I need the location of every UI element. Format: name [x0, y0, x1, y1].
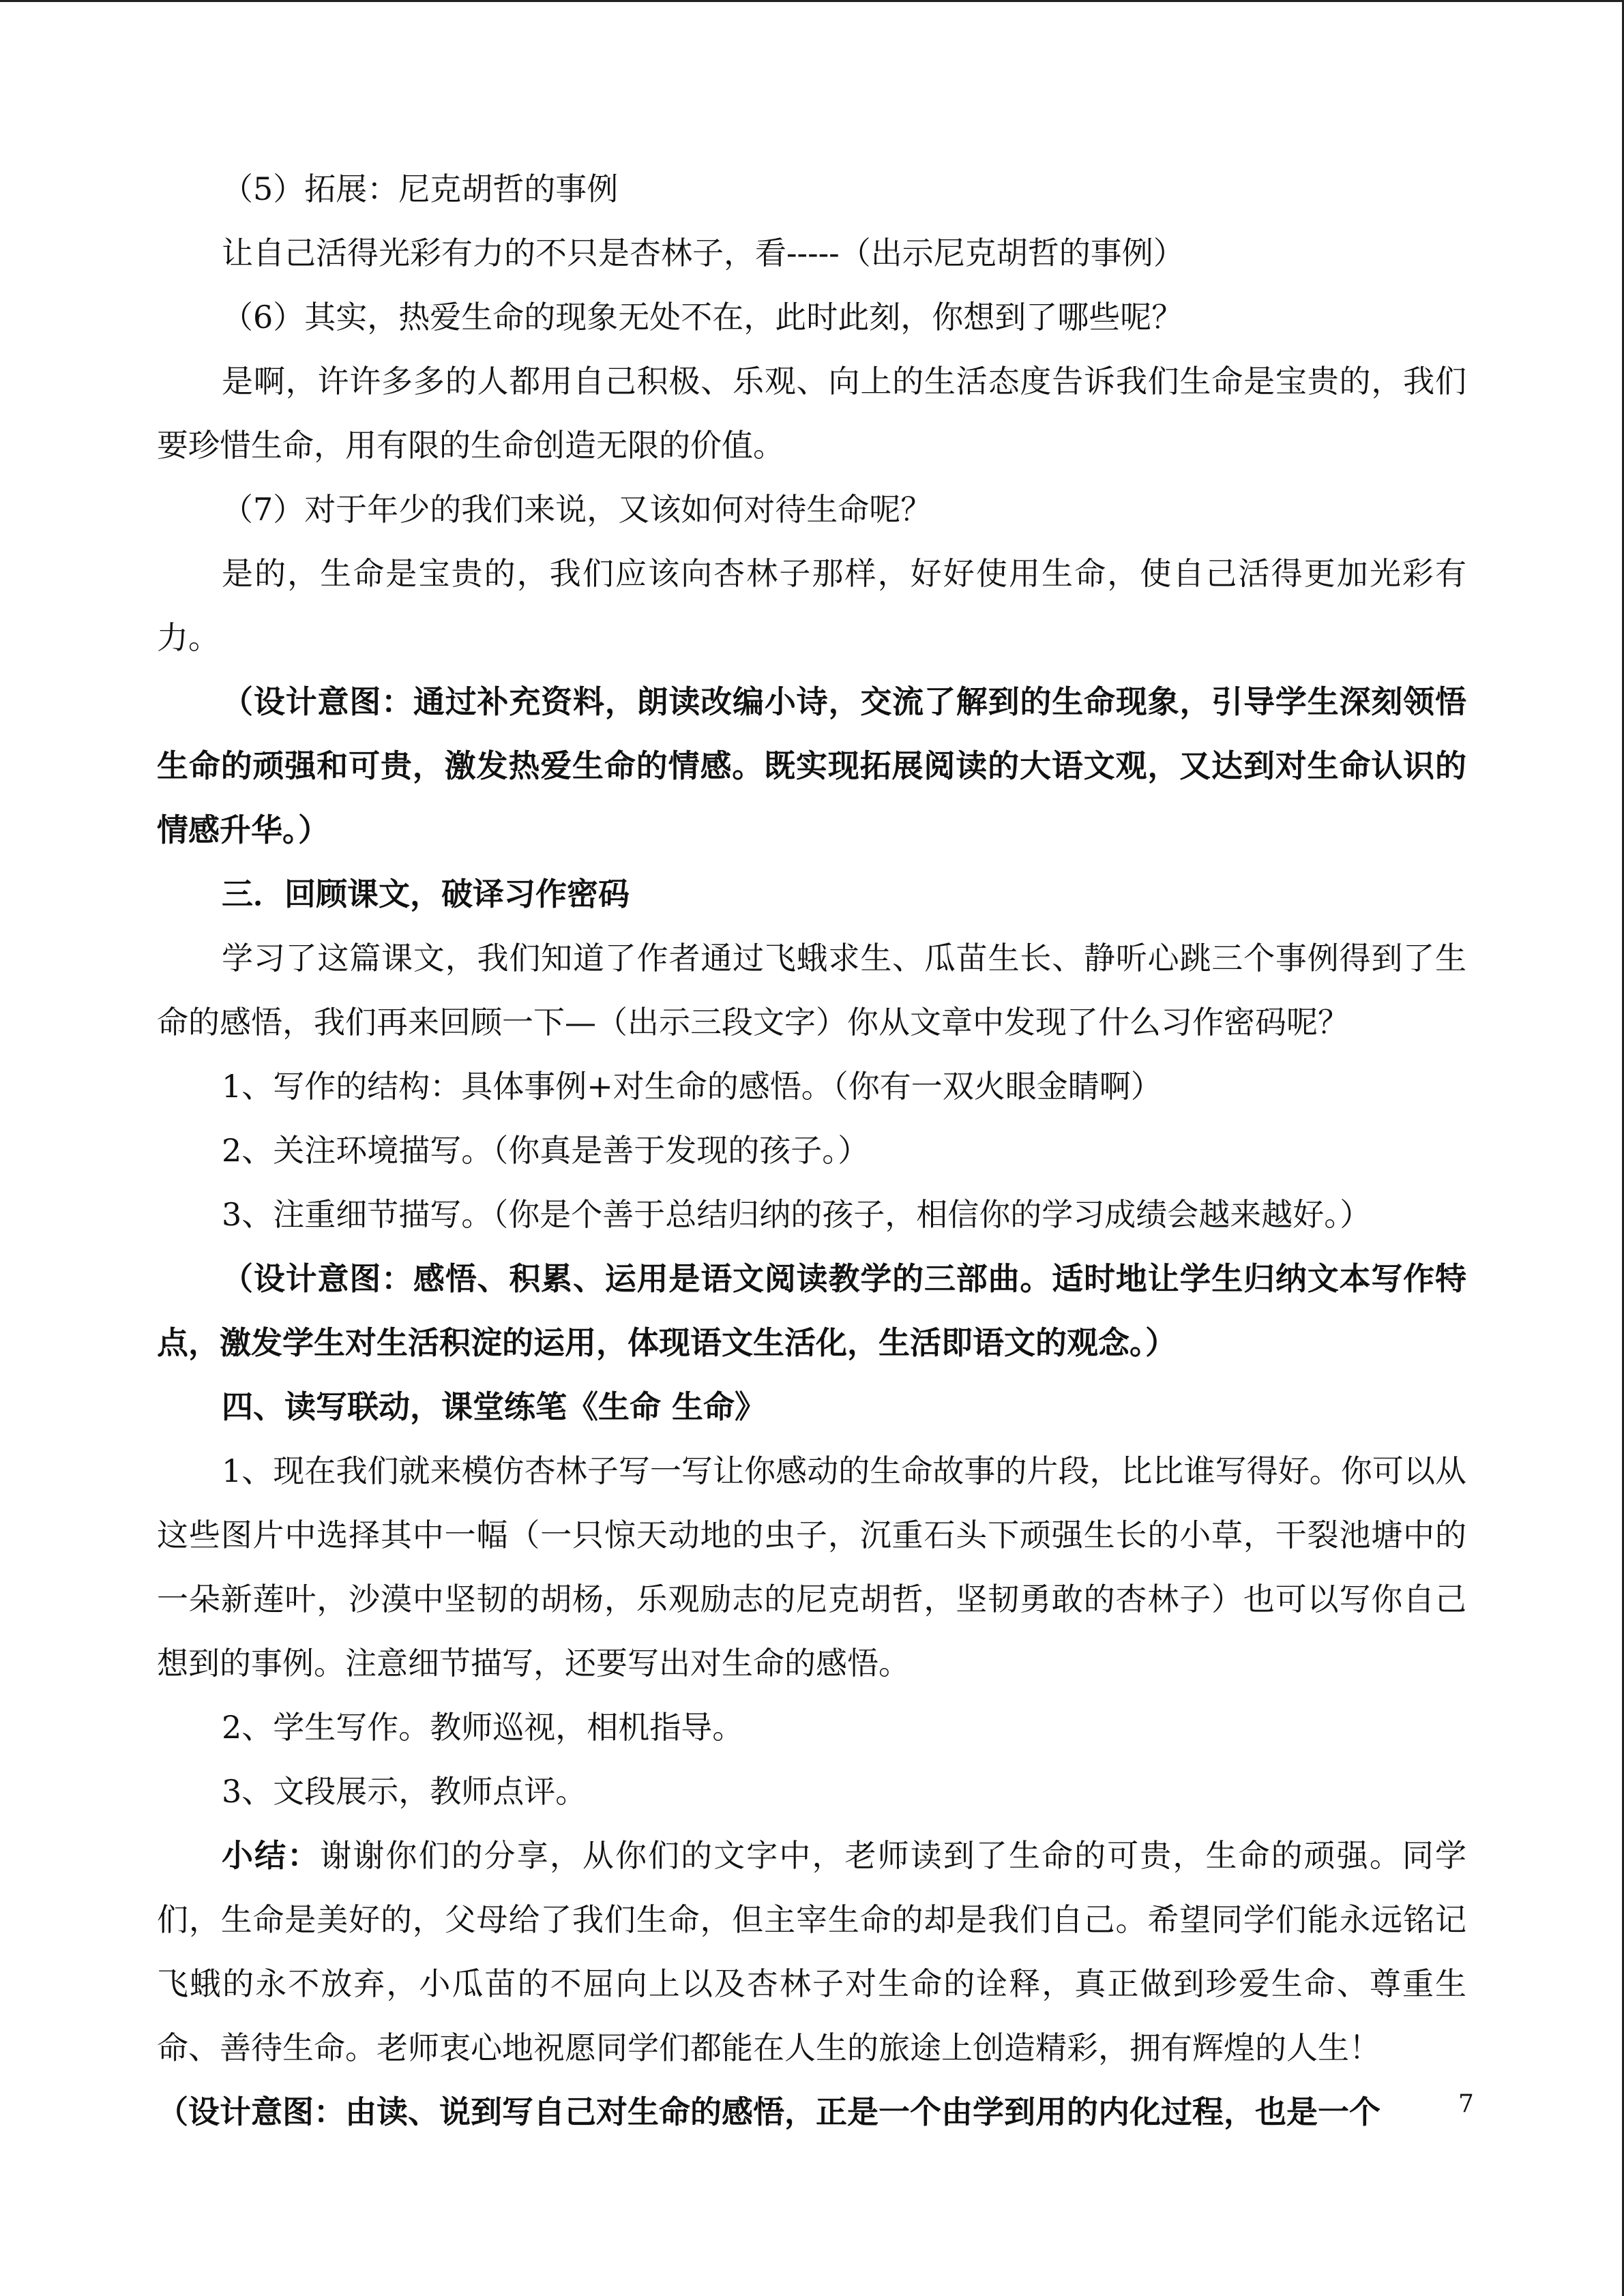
paragraph-question-6: （6）其实，热爱生命的现象无处不在，此时此刻，你想到了哪些呢？ — [222, 299, 1183, 336]
document-body — [157, 157, 1466, 2144]
paragraph-nick-example: 让自己活得光彩有力的不只是杏林子，看-----（出示尼克胡哲的事例） — [222, 235, 1185, 271]
paragraph-summary — [157, 1823, 1466, 2080]
list-item-structure: 1、写作的结构：具体事例+对生命的感悟。（你有一双火眼金睛啊） — [222, 1068, 1162, 1105]
section-heading-3: 三．回顾课文，破译习作密码 — [222, 876, 630, 912]
list-item-environment: 2、关注环境描写。（你真是善于发现的孩子。） — [222, 1132, 870, 1169]
paragraph-extension-heading: （5）拓展：尼克胡哲的事例 — [222, 170, 619, 207]
design-intent-1: （设计意图：通过补充资料，朗读改编小诗，交流了解到的生命现象，引导学生深刻领悟生命的顽强和可贵，激发热爱生命的情感。既实现拓展阅读的大语文观，又达到对生命认识的情感升华。） — [157, 683, 1466, 848]
paragraph-question-7: （7）对于年少的我们来说，又该如何对待生命呢？ — [222, 491, 932, 528]
summary-text: 谢谢你们的分享，从你们的文字中，老师读到了生命的可贵，生命的顽强。同学们，生命是美好的，父母给了我们生命，但主宰生命的却是我们自己。希望同学们能永远铭记飞蛾的永不放弃，小瓜苗的不屈向上以及杏林子对生命的诠释，真正做到珍爱生命、尊重生命、善待生命。老师衷心地祝愿同学们都能在人生的旅途上创造精彩，拥有辉煌的人生！ — [157, 1837, 1467, 2066]
list-item-showcase: 3、文段展示，教师点评。 — [222, 1773, 587, 1810]
page-top-border — [0, 0, 1624, 2]
paragraph-life-precious: 是的，生命是宝贵的，我们应该向杏林子那样，好好使用生命，使自己活得更加光彩有力。 — [157, 555, 1466, 656]
paragraph-life-attitude: 是啊，许许多多的人都用自己积极、乐观、向上的生活态度告诉我们生命是宝贵的，我们要珍惜生命，用有限的生命创造无限的价值。 — [157, 363, 1466, 464]
paragraph-review-text: 学习了这篇课文，我们知道了作者通过飞蛾求生、瓜苗生长、静听心跳三个事例得到了生命的感悟，我们再来回顾一下—（出示三段文字）你从文章中发现了什么习作密码呢？ — [157, 940, 1466, 1041]
list-item-detail: 3、注重细节描写。（你是个善于总结归纳的孩子，相信你的学习成绩会越来越好。） — [222, 1196, 1372, 1233]
section-heading-4: 四、读写联动，课堂练笔《生命 生命》 — [222, 1388, 767, 1425]
summary-label: 小结： — [222, 1837, 321, 1874]
list-item-writing-task: 1、现在我们就来模仿杏林子写一写让你感动的生命故事的片段，比比谁写得好。你可以从这些图片中选择其中一幅（一只惊天动地的虫子，沉重石头下顽强生长的小草，干裂池塘中的一朵新莲叶，沙漠中坚韧的胡杨，乐观励志的尼克胡哲，坚韧勇敢的杏林子）也可以写你自己想到的事例。注意细节描写，还要写出对生命的感悟。 — [157, 1452, 1466, 1682]
page-number: 7 — [1458, 2090, 1474, 2118]
list-item-student-writing: 2、学生写作。教师巡视，相机指导。 — [222, 1709, 744, 1746]
design-intent-2: （设计意图：感悟、积累、运用是语文阅读教学的三部曲。适时地让学生归纳文本写作特点，激发学生对生活积淀的运用，体现语文生活化，生活即语文的观念。） — [157, 1260, 1466, 1361]
design-intent-3: （设计意图：由读、说到写自己对生命的感悟，正是一个由学到用的内化过程，也是一个 — [157, 2093, 1381, 2130]
